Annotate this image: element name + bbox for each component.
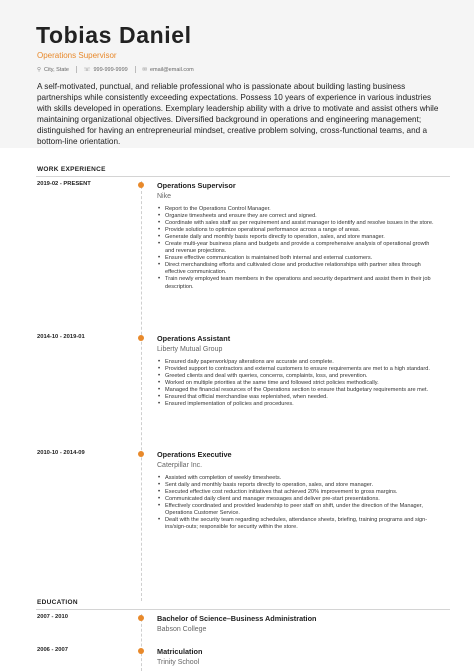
work-timeline-line — [141, 181, 142, 601]
entry-date: 2007 - 2010 — [37, 614, 68, 620]
entry-organization: Caterpillar Inc. — [157, 462, 203, 469]
entry-role: Operations Executive — [157, 450, 232, 459]
list-item: • Train newly employed team members in the operations and security department and assist them in their job description. — [157, 276, 439, 290]
list-item: • Generate daily and monthly basis reports directly to operation, sales, and store manager. — [157, 234, 439, 241]
list-item: • Greeted clients and deal with queries, concerns, complaints, loss, and prevention. — [157, 373, 439, 380]
list-item: • Dealt with the security team regarding schedules, attendance sheets, briefing, training programs and sign-ins/sign-outs; responsible for security within the store. — [157, 517, 439, 531]
list-item: • Organize timesheets and ensure they are correct and signed. — [157, 213, 439, 220]
entry-degree: Bachelor of Science–Business Administration — [157, 614, 317, 623]
section-divider — [36, 176, 450, 177]
education-heading: EDUCATION — [37, 599, 78, 606]
map-pin-icon: ⚲ — [37, 66, 42, 73]
list-item: • Direct merchandising efforts and cultivated close and productive relationships with partner sites through effective communication. — [157, 262, 439, 276]
entry-role: Operations Supervisor — [157, 181, 236, 190]
timeline-dot — [138, 615, 144, 621]
list-item: • Worked on multiple priorities at the same time and followed strict policies methodically. — [157, 380, 439, 387]
list-item: • Sent daily and monthly basis reports directly to operation, sales, and store manager. — [157, 482, 439, 489]
work-experience-heading: WORK EXPERIENCE — [37, 166, 106, 173]
entry-school: Trinity School — [157, 659, 200, 666]
list-item: • Ensured that official merchandise was replenished, when needed. — [157, 394, 439, 401]
list-item: • Ensured daily paperwork/pay alterations are accurate and complete. — [157, 359, 439, 366]
list-item: • Provided support to contractors and external customers to ensure requirements are met to a high standard. — [157, 366, 439, 373]
section-divider — [36, 609, 450, 610]
list-item: • Create multi-year business plans and budgets and provide a comprehensive analysis of operational growth and revenue projections. — [157, 241, 439, 255]
phone-icon: ☏ — [83, 66, 91, 73]
timeline-dot — [138, 648, 144, 654]
entry-date: 2019-02 - PRESENT — [37, 181, 91, 187]
entry-bullets — [157, 206, 439, 291]
timeline-dot — [138, 335, 144, 341]
contact-separator — [135, 66, 136, 73]
list-item: • Executed effective cost reduction initiatives that achieved 20% improvement to gross margins. — [157, 489, 439, 496]
list-item: • Managed the financial resources of the Operations section to ensure that budgetary requirements are met. — [157, 387, 439, 394]
envelope-icon: ✉ — [142, 66, 147, 73]
contact-email[interactable]: email@email.com — [149, 66, 194, 73]
entry-organization: Liberty Mutual Group — [157, 346, 223, 353]
entry-degree: Matriculation — [157, 647, 203, 656]
list-item: • Ensure effective communication is maintained both internal and external customers. — [157, 255, 439, 262]
entry-date: 2010-10 - 2014-09 — [37, 450, 85, 456]
entry-organization: Nike — [157, 193, 172, 200]
list-item: • Assisted with completion of weekly timesheets. — [157, 475, 439, 482]
list-item: • Report to the Operations Control Manager. — [157, 206, 439, 213]
entry-date: 2014-10 - 2019-01 — [37, 334, 85, 340]
entry-school: Babson College — [157, 626, 207, 633]
candidate-name: Tobias Daniel — [36, 22, 192, 48]
entry-bullets — [157, 475, 439, 531]
contact-location: City, State — [44, 66, 69, 73]
timeline-dot — [138, 182, 144, 188]
timeline-dot — [138, 451, 144, 457]
profile-summary: A self-motivated, punctual, and reliable professional who is passionate about building lasting business partnerships while consistently exceeding expectations. Possess 10 years of experience in various industries with skills developed in operations. Exemplary leadership ability with a drive to motivate and assist others while maintaining organizational objectives. Diversified background in operations and engineering management; distinguished for having an entrepreneurial mindset, creative problem solving, cross-functional teams, and a bottom-line orientation. — [37, 82, 439, 146]
resume-header — [0, 0, 474, 148]
candidate-title: Operations Supervisor — [37, 51, 117, 60]
list-item: • Coordinate with sales staff as per requirement and assist manager to identify and resolve issues in the store. — [157, 220, 439, 227]
education-timeline-line — [141, 614, 142, 671]
entry-role: Operations Assistant — [157, 334, 231, 343]
contact-phone: 999-999-9999 — [93, 66, 128, 73]
list-item: • Communicated daily client and manager messages and deliver pre-start presentations. — [157, 496, 439, 503]
list-item: • Effectively coordinated and provided leadership to peer staff on shift, under the direction of the Manager, Operations Customer Service. — [157, 503, 439, 517]
entry-bullets — [157, 359, 439, 408]
list-item: • Provide solutions to optimize operational performance across a range of areas. — [157, 227, 439, 234]
entry-date: 2006 - 2007 — [37, 647, 68, 653]
contact-info — [37, 66, 194, 73]
contact-separator — [76, 66, 77, 73]
list-item: • Ensured implementation of policies and procedures. — [157, 401, 439, 408]
